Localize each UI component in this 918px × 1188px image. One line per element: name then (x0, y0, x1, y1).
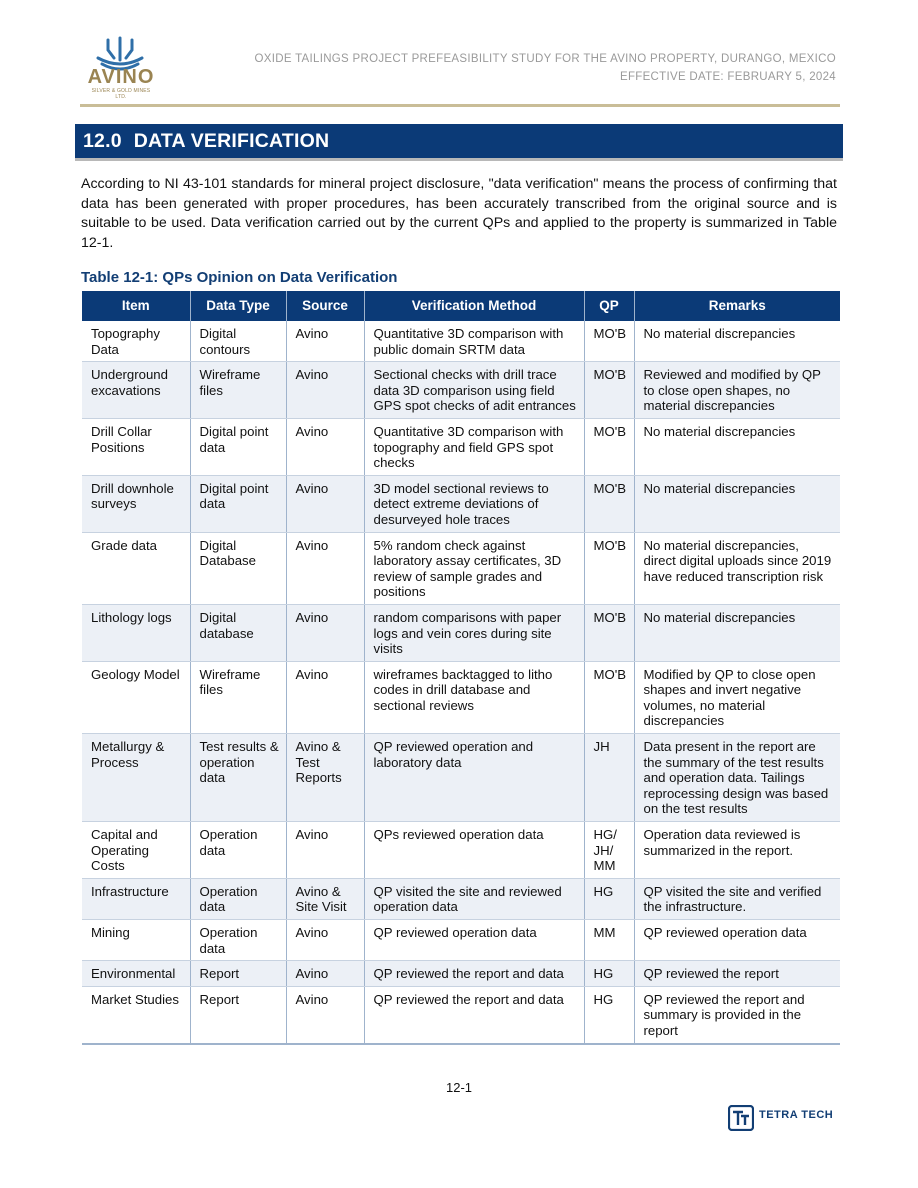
cell-source: Avino (286, 362, 364, 419)
table-row (82, 734, 840, 822)
cell-verification-method: Quantitative 3D comparison with topography and field GPS spot checks (364, 418, 584, 475)
cell-source: Avino (286, 661, 364, 733)
cell-remarks: No material discrepancies (634, 604, 840, 661)
table-row (82, 604, 840, 661)
cell-verification-method: Sectional checks with drill trace data 3D comparison using field GPS spot checks of adit entrances (364, 362, 584, 419)
cell-verification-method: QP reviewed the report and data (364, 961, 584, 987)
verification-table (82, 291, 840, 1045)
column-header-verification-method: Verification Method (364, 291, 584, 321)
cell-source: Avino (286, 321, 364, 362)
table-body (82, 321, 840, 1044)
tetra-tech-logo-icon (728, 1105, 754, 1131)
page-number: 12-1 (445, 1080, 473, 1095)
column-header-source: Source (286, 291, 364, 321)
cell-data-type: Wireframe files (190, 362, 286, 419)
cell-verification-method: wireframes backtagged to litho codes in drill database and sectional reviews (364, 661, 584, 733)
section-title (83, 130, 329, 153)
header-divider (80, 104, 840, 107)
cell-item: Drill Collar Positions (82, 418, 190, 475)
cell-source: Avino (286, 475, 364, 532)
header-effective-date: EFFECTIVE DATE: FEBRUARY 5, 2024 (619, 71, 836, 83)
table-row (82, 822, 840, 879)
cell-item: Metallurgy & Process (82, 734, 190, 822)
cell-remarks: Modified by QP to close open shapes and invert negative volumes, no material discrepancies (634, 661, 840, 733)
table-row (82, 878, 840, 919)
logo-name: AVINO (87, 66, 155, 88)
cell-remarks: No material discrepancies, direct digital uploads since 2019 have reduced transcription risk (634, 532, 840, 604)
table-caption: Table 12-1: QPs Opinion on Data Verification (81, 269, 398, 286)
cell-data-type: Digital point data (190, 418, 286, 475)
section-heading-bar (75, 124, 843, 161)
logo-subtitle: SILVER & GOLD MINES LTD. (91, 88, 151, 100)
table-row (82, 418, 840, 475)
column-header-data-type: Data Type (190, 291, 286, 321)
cell-source: Avino & Site Visit (286, 878, 364, 919)
column-header-remarks: Remarks (634, 291, 840, 321)
cell-remarks: Operation data reviewed is summarized in the report. (634, 822, 840, 879)
cell-qp: HG (584, 986, 634, 1043)
cell-source: Avino (286, 604, 364, 661)
cell-data-type: Digital point data (190, 475, 286, 532)
cell-data-type: Operation data (190, 878, 286, 919)
cell-remarks: Data present in the report are the summary of the test results and operation data. Tailings reprocessing design was based on the test results (634, 734, 840, 822)
cell-qp: HG/ JH/ MM (584, 822, 634, 879)
cell-qp: MO'B (584, 532, 634, 604)
cell-source: Avino (286, 986, 364, 1043)
table-row (82, 661, 840, 733)
cell-verification-method: QP reviewed operation data (364, 920, 584, 961)
cell-source: Avino (286, 961, 364, 987)
cell-item: Geology Model (82, 661, 190, 733)
cell-item: Mining (82, 920, 190, 961)
cell-item: Grade data (82, 532, 190, 604)
cell-remarks: Reviewed and modified by QP to close open shapes, no material discrepancies (634, 362, 840, 419)
cell-verification-method: 3D model sectional reviews to detect extreme deviations of desurveyed hole traces (364, 475, 584, 532)
cell-item: Drill downhole surveys (82, 475, 190, 532)
table-header-row (82, 291, 840, 321)
cell-remarks: QP reviewed the report (634, 961, 840, 987)
cell-verification-method: 5% random check against laboratory assay certificates, 3D review of sample grades and positions (364, 532, 584, 604)
cell-remarks: No material discrepancies (634, 475, 840, 532)
cell-verification-method: Quantitative 3D comparison with public domain SRTM data (364, 321, 584, 362)
cell-item: Market Studies (82, 986, 190, 1043)
cell-item: Capital and Operating Costs (82, 822, 190, 879)
table-row (82, 321, 840, 362)
cell-verification-method: QP reviewed the report and data (364, 986, 584, 1043)
cell-remarks: No material discrepancies (634, 321, 840, 362)
table-row (82, 961, 840, 987)
cell-qp: MO'B (584, 604, 634, 661)
cell-item: Underground excavations (82, 362, 190, 419)
cell-source: Avino (286, 418, 364, 475)
cell-item: Environmental (82, 961, 190, 987)
cell-data-type: Wireframe files (190, 661, 286, 733)
table-row (82, 475, 840, 532)
cell-qp: MO'B (584, 418, 634, 475)
cell-source: Avino (286, 532, 364, 604)
cell-data-type: Report (190, 961, 286, 987)
cell-qp: JH (584, 734, 634, 822)
cell-verification-method: QPs reviewed operation data (364, 822, 584, 879)
cell-verification-method: random comparisons with paper logs and vein cores during site visits (364, 604, 584, 661)
cell-data-type: Digital database (190, 604, 286, 661)
cell-qp: MM (584, 920, 634, 961)
cell-remarks: QP visited the site and verified the infrastructure. (634, 878, 840, 919)
cell-qp: MO'B (584, 475, 634, 532)
intro-paragraph: According to NI 43-101 standards for mineral project disclosure, "data verification" means the process of confirming that data has been generated with proper procedures, has been accurately transcribed from the original source and is suitable to be used. Data verification carried out by the current QPs and applied to the property is summarized in Table 12-1. (81, 176, 837, 251)
cell-qp: MO'B (584, 362, 634, 419)
cell-qp: HG (584, 961, 634, 987)
cell-source: Avino (286, 822, 364, 879)
column-header-item: Item (82, 291, 190, 321)
cell-remarks: QP reviewed operation data (634, 920, 840, 961)
cell-remarks: QP reviewed the report and summary is provided in the report (634, 986, 840, 1043)
cell-qp: MO'B (584, 321, 634, 362)
table-row (82, 920, 840, 961)
cell-data-type: Digital Database (190, 532, 286, 604)
cell-item: Infrastructure (82, 878, 190, 919)
section-title-text: DATA VERIFICATION (133, 130, 330, 152)
cell-source: Avino (286, 920, 364, 961)
cell-data-type: Operation data (190, 920, 286, 961)
cell-data-type: Test results & operation data (190, 734, 286, 822)
cell-item: Lithology logs (82, 604, 190, 661)
cell-item: Topography Data (82, 321, 190, 362)
page-header (0, 0, 918, 110)
cell-qp: HG (584, 878, 634, 919)
cell-data-type: Digital contours (190, 321, 286, 362)
column-header-qp: QP (584, 291, 634, 321)
table-row (82, 532, 840, 604)
table-row (82, 986, 840, 1043)
cell-data-type: Report (190, 986, 286, 1043)
cell-data-type: Operation data (190, 822, 286, 879)
section-number: 12.0 (83, 130, 122, 152)
company-name: TETRA TECH (759, 1109, 834, 1121)
header-project-title: OXIDE TAILINGS PROJECT PREFEASIBILITY STUDY FOR THE AVINO PROPERTY, DURANGO, MEXICO (254, 53, 836, 65)
cell-verification-method: QP reviewed operation and laboratory data (364, 734, 584, 822)
cell-remarks: No material discrepancies (634, 418, 840, 475)
cell-qp: MO'B (584, 661, 634, 733)
table-row (82, 362, 840, 419)
cell-source: Avino & Test Reports (286, 734, 364, 822)
cell-verification-method: QP visited the site and reviewed operation data (364, 878, 584, 919)
